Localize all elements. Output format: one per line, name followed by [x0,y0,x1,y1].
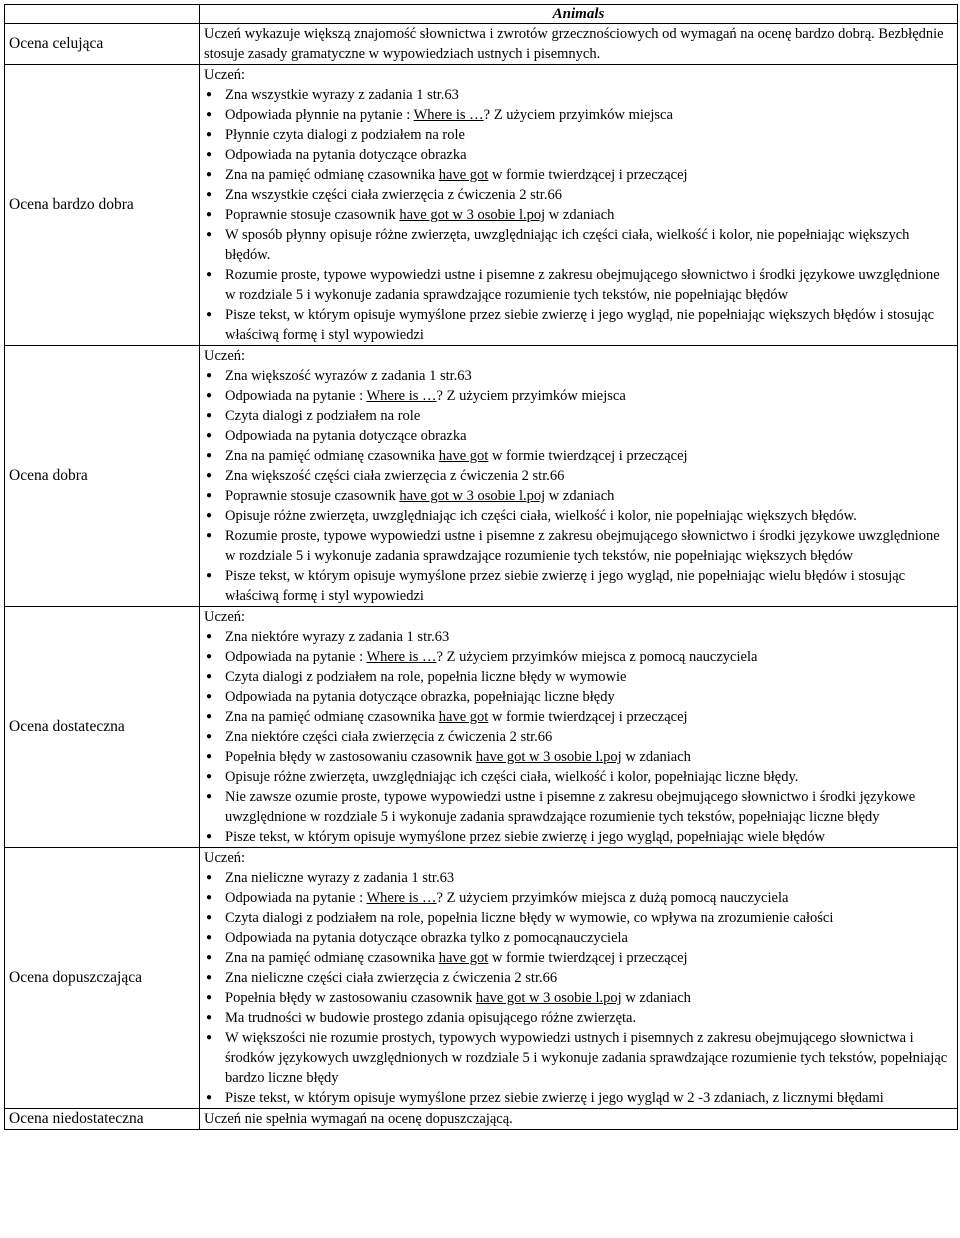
header-row [5,5,958,24]
underlined-term: have got w 3 osobie l.poj [475,990,622,1006]
list-item [204,145,953,165]
item-text: W większości nie rozumie prostych, typowych wypowiedzi ustnych i pisemnych z zakresu obejmującego słownictwa i środków językowych uwzględnionych w rozdziale 5 i wykonuje zadania sprawdzające rozumienie tych tekstów, popełniając bardzo liczne błędy [225,1030,948,1086]
requirements-cell [200,65,958,346]
row-ocena-celujaca [5,24,958,65]
requirements-lead: Uczeń: [204,609,246,625]
underlined-term: have got w 3 osobie l.poj [399,488,546,504]
grade-label: Ocena niedostateczna [5,1109,200,1130]
item-text: ? Z użyciem przyimków miejsca [483,107,673,123]
list-item [204,566,953,606]
list-item [204,205,953,225]
list-item [204,486,953,506]
item-text: Odpowiada na pytanie : [225,388,367,404]
list-item [204,426,953,446]
item-text: w zdaniach [621,990,691,1006]
list-item [204,928,953,948]
grade-label: Ocena bardzo dobra [5,65,200,346]
item-text: Zna nieliczne wyrazy z zadania 1 str.63 [225,870,455,886]
item-text: Odpowiada na pytanie : [225,649,367,665]
underlined-term: have got w 3 osobie l.poj [475,749,622,765]
list-item [204,687,953,707]
grade-label: Ocena dostateczna [5,607,200,848]
item-text: Czyta dialogi z podziałem na role [225,408,421,424]
requirements-cell [200,1109,958,1130]
item-text: Czyta dialogi z podziałem na role, popełnia liczne błędy w wymowie [225,669,627,685]
list-item [204,85,953,105]
list-item [204,707,953,727]
requirements-list [204,366,953,606]
list-item [204,868,953,888]
item-text: w zdaniach [545,488,615,504]
requirements-cell [200,24,958,65]
item-text: ? Z użyciem przyimków miejsca [436,388,626,404]
list-item [204,125,953,145]
requirements-cell [200,346,958,607]
item-text: Nie zawsze ozumie proste, typowe wypowiedzi ustne i pisemne z zakresu obejmującego słownictwo i środki językowe uwzględnione w rozdziale 5 i wykonuje zadania sprawdzające rozumienie tych tekstów, popełniając liczne błędy [225,789,916,825]
item-text: Odpowiada płynnie na pytanie : [225,107,414,123]
item-text: w formie twierdzącej i przeczącej [488,167,688,183]
list-item [204,446,953,466]
underlined-term: have got w 3 osobie l.poj [399,207,546,223]
item-text: Zna niektóre wyrazy z zadania 1 str.63 [225,629,450,645]
item-text: Płynnie czyta dialogi z podziałem na role [225,127,465,143]
list-item [204,948,953,968]
table-body [5,24,958,1130]
underlined-term: have got [438,448,489,464]
requirements-text: Uczeń nie spełnia wymagań na ocenę dopuszczającą. [204,1111,513,1127]
requirements-cell [200,607,958,848]
list-item [204,727,953,747]
item-text: Zna nieliczne części ciała zwierzęcia z ćwiczenia 2 str.66 [225,970,558,986]
grade-label: Ocena dopuszczająca [5,848,200,1109]
item-text: Opisuje różne zwierzęta, uwzględniając ich części ciała, wielkość i kolor, nie popełniając większych błędów. [225,508,857,524]
item-text: ? Z użyciem przyimków miejsca z pomocą nauczyciela [436,649,758,665]
list-item [204,1008,953,1028]
list-item [204,647,953,667]
item-text: Pisze tekst, w którym opisuje wymyślone przez siebie zwierzę i jego wygląd, popełniając wiele błędów [225,829,825,845]
list-item [204,366,953,386]
list-item [204,105,953,125]
list-item [204,627,953,647]
item-text: Zna na pamięć odmianę czasownika [225,950,439,966]
table-title: Animals [200,5,958,24]
item-text: Czyta dialogi z podziałem na role, popełnia liczne błędy w wymowie, co wpływa na zrozumienie całości [225,910,834,926]
list-item [204,406,953,426]
underlined-term: have got [438,950,489,966]
requirements-list [204,627,953,847]
list-item [204,908,953,928]
grading-table [4,4,958,1130]
list-item [204,526,953,566]
row-ocena-dobra [5,346,958,607]
item-text: Zna wszystkie części ciała zwierzęcia z ćwiczenia 2 str.66 [225,187,562,203]
item-text: w zdaniach [545,207,615,223]
underlined-term: Where is … [366,388,437,404]
item-text: Odpowiada na pytania dotyczące obrazka [225,147,467,163]
item-text: Pisze tekst, w którym opisuje wymyślone przez siebie zwierzę i jego wygląd, nie popełniając większych błędów i stosując właściwą formę i styl wypowiedzi [225,307,935,343]
item-text: Zna wszystkie wyrazy z zadania 1 str.63 [225,87,459,103]
item-text: Popełnia błędy w zastosowaniu czasownik [225,990,476,1006]
requirements-lead: Uczeń: [204,348,246,364]
item-text: Odpowiada na pytania dotyczące obrazka tylko z pomocąnauczyciela [225,930,628,946]
list-item [204,1088,953,1108]
item-text: W sposób płynny opisuje różne zwierzęta, uwzględniając ich części ciała, wielkość i kolor, nie popełniając większych błędów. [225,227,910,263]
item-text: Zna większość wyrazów z zadania 1 str.63 [225,368,472,384]
item-text: w formie twierdzącej i przeczącej [488,448,688,464]
requirements-list [204,868,953,1108]
list-item [204,185,953,205]
requirements-text: Uczeń wykazuje większą znajomość słownictwa i zwrotów grzecznościowych od wymagań na ocenę bardzo dobrą. Bezbłędnie stosuje zasady gramatyczne w wypowiedziach ustnych i pisemnych. [204,26,944,62]
list-item [204,265,953,305]
item-text: Opisuje różne zwierzęta, uwzględniając ich części ciała, wielkość i kolor, popełniając liczne błędy. [225,769,799,785]
requirements-lead: Uczeń: [204,67,246,83]
underlined-term: have got [438,709,489,725]
list-item [204,506,953,526]
list-item [204,747,953,767]
list-item [204,667,953,687]
grade-label: Ocena celująca [5,24,200,65]
list-item [204,225,953,265]
item-text: w formie twierdzącej i przeczącej [488,709,688,725]
list-item [204,466,953,486]
item-text: Zna większość części ciała zwierzęcia z ćwiczenia 2 str.66 [225,468,565,484]
list-item [204,968,953,988]
underlined-term: Where is … [366,890,437,906]
item-text: Zna na pamięć odmianę czasownika [225,709,439,725]
item-text: Ma trudności w budowie prostego zdania opisującego różne zwierzęta. [225,1010,637,1026]
list-item [204,888,953,908]
item-text: Pisze tekst, w którym opisuje wymyślone przez siebie zwierzę i jego wygląd w 2 -3 zdaniach, z licznymi błędami [225,1090,884,1106]
item-text: Popełnia błędy w zastosowaniu czasownik [225,749,476,765]
row-ocena-bardzo-dobra [5,65,958,346]
item-text: Odpowiada na pytania dotyczące obrazka [225,428,467,444]
item-text: Pisze tekst, w którym opisuje wymyślone przez siebie zwierzę i jego wygląd, nie popełniając wielu błędów i stosując właściwą formę i styl wypowiedzi [225,568,906,604]
item-text: Rozumie proste, typowe wypowiedzi ustne i pisemne z zakresu obejmującego słownictwo i środki językowe uwzględnione w rozdziale 5 i wykonuje zadania sprawdzające rozumienie tych tekstów, nie popełniając większych błędów [225,528,940,564]
underlined-term: have got [438,167,489,183]
requirements-list [204,85,953,345]
item-text: Odpowiada na pytanie : [225,890,367,906]
row-ocena-niedostateczna [5,1109,958,1130]
header-spacer-cell [5,5,200,24]
item-text: Poprawnie stosuje czasownik [225,488,400,504]
list-item [204,787,953,827]
list-item [204,988,953,1008]
item-text: Zna na pamięć odmianę czasownika [225,448,439,464]
requirements-lead: Uczeń: [204,850,246,866]
list-item [204,767,953,787]
item-text: Zna na pamięć odmianę czasownika [225,167,439,183]
row-ocena-dostateczna [5,607,958,848]
underlined-term: Where is … [413,107,484,123]
list-item [204,827,953,847]
item-text: Zna niektóre części ciała zwierzęcia z ćwiczenia 2 str.66 [225,729,553,745]
item-text: w formie twierdzącej i przeczącej [488,950,688,966]
item-text: Poprawnie stosuje czasownik [225,207,400,223]
item-text: ? Z użyciem przyimków miejsca z dużą pomocą nauczyciela [436,890,789,906]
grade-label: Ocena dobra [5,346,200,607]
list-item [204,165,953,185]
underlined-term: Where is … [366,649,437,665]
list-item [204,305,953,345]
list-item [204,386,953,406]
row-ocena-dopuszczajaca [5,848,958,1109]
list-item [204,1028,953,1088]
item-text: w zdaniach [621,749,691,765]
item-text: Odpowiada na pytania dotyczące obrazka, popełniając liczne błędy [225,689,615,705]
requirements-cell [200,848,958,1109]
item-text: Rozumie proste, typowe wypowiedzi ustne i pisemne z zakresu obejmującego słownictwo i środki językowe uwzględnione w rozdziale 5 i wykonuje zadania sprawdzające rozumienie tych tekstów, nie popełniając błędów [225,267,940,303]
